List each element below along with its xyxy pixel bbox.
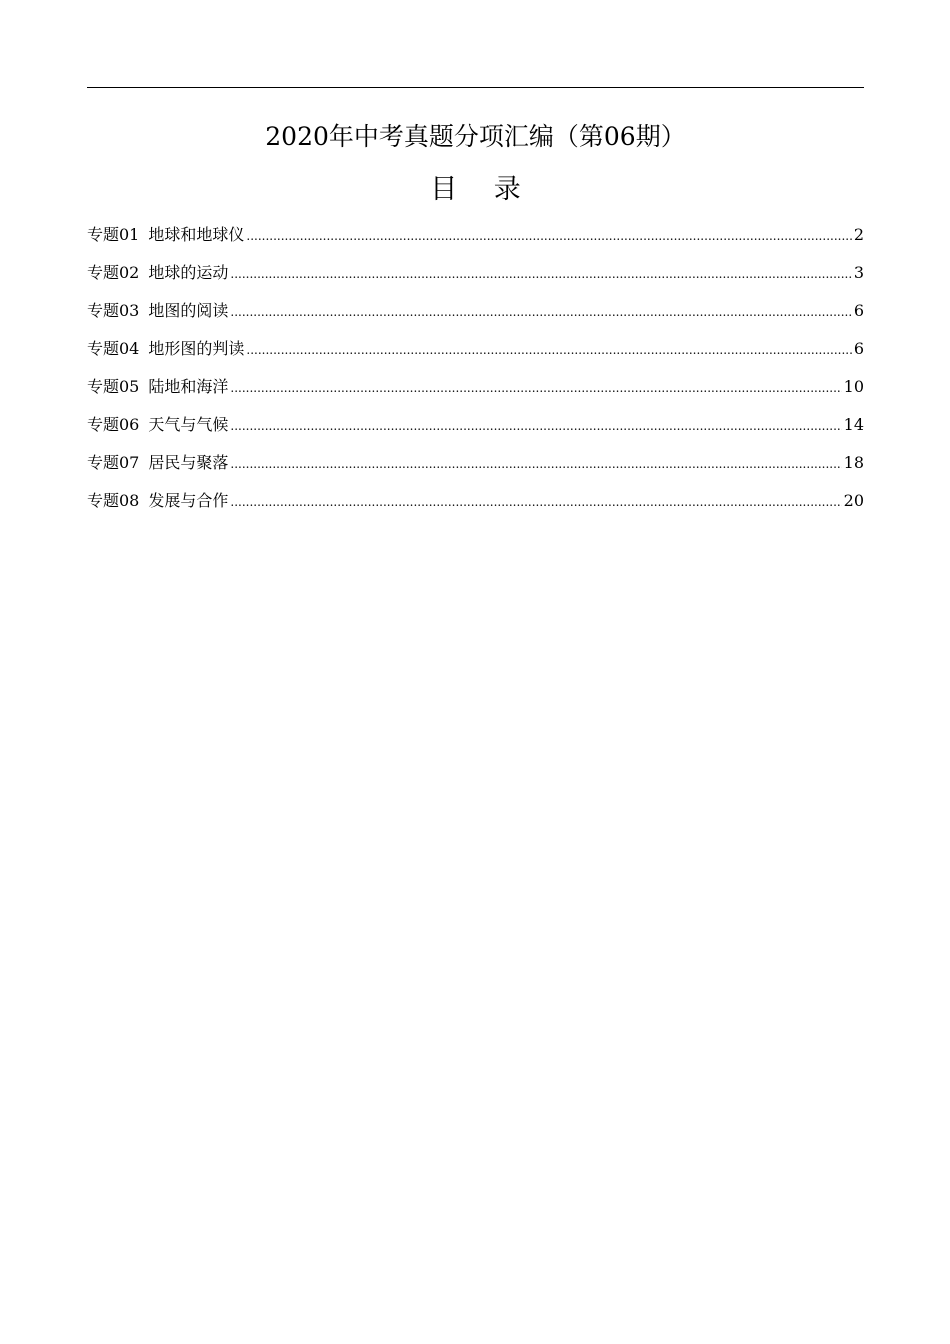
toc-entry[interactable] [87, 448, 864, 486]
toc-entry[interactable] [87, 296, 864, 334]
toc-heading: 目 录 [430, 174, 535, 205]
toc-entry-number: 专题07 [87, 453, 140, 472]
dot-leader [230, 373, 841, 403]
dot-leader [230, 297, 851, 327]
document-title: 2020年中考真题分项汇编（第06期） [265, 122, 686, 151]
toc-entry-title: 地形图的判读 [148, 339, 245, 358]
toc-entry-page: 20 [843, 491, 864, 510]
toc-entry-number: 专题02 [87, 263, 140, 282]
toc-entry-title: 陆地和海洋 [148, 377, 229, 396]
toc-entry-title: 地球的运动 [148, 263, 229, 282]
toc-entry-page: 10 [843, 377, 864, 396]
toc-entry-number: 专题04 [87, 339, 140, 358]
toc-entry[interactable] [87, 486, 864, 524]
toc-entry[interactable] [87, 220, 864, 258]
toc-entry-title: 天气与气候 [148, 415, 229, 434]
header-rule [87, 87, 864, 88]
toc-entry-title: 发展与合作 [148, 491, 229, 510]
toc-entry[interactable] [87, 372, 864, 410]
dot-leader [230, 259, 851, 289]
dot-leader [246, 335, 851, 365]
dot-leader [230, 487, 841, 517]
toc-entry-page: 6 [853, 301, 864, 320]
toc-entry[interactable] [87, 410, 864, 448]
toc-entry[interactable] [87, 334, 864, 372]
toc-entry-number: 专题08 [87, 491, 140, 510]
toc-entry-title: 居民与聚落 [148, 453, 229, 472]
table-of-contents [87, 220, 864, 524]
toc-entry-number: 专题06 [87, 415, 140, 434]
toc-entry-page: 2 [853, 225, 864, 244]
toc-entry-page: 14 [843, 415, 864, 434]
toc-entry[interactable] [87, 258, 864, 296]
toc-entry-number: 专题01 [87, 225, 140, 244]
toc-entry-title: 地图的阅读 [148, 301, 229, 320]
dot-leader [230, 411, 841, 441]
toc-entry-number: 专题03 [87, 301, 140, 320]
toc-entry-page: 3 [853, 263, 864, 282]
toc-entry-title: 地球和地球仪 [148, 225, 245, 244]
toc-entry-page: 6 [853, 339, 864, 358]
toc-entry-number: 专题05 [87, 377, 140, 396]
dot-leader [246, 221, 851, 251]
dot-leader [230, 449, 841, 479]
toc-entry-page: 18 [843, 453, 864, 472]
